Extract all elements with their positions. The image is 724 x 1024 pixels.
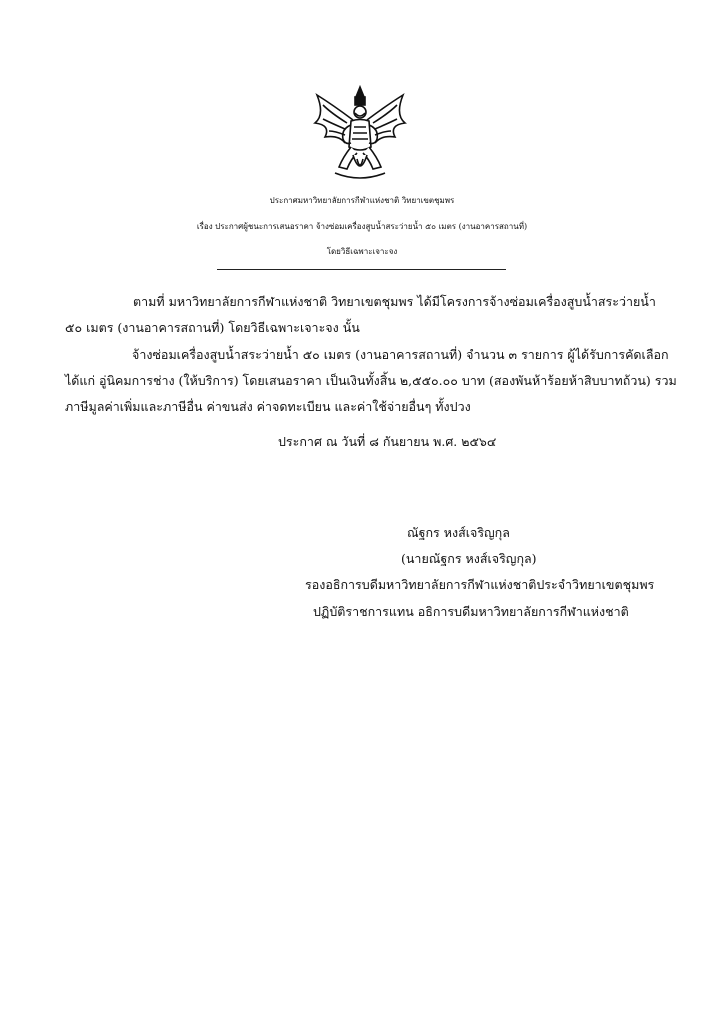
paragraph-1-line-1: ตามที่ มหาวิทยาลัยการกีฬาแห่งชาติ วิทยาเขตชุมพร ได้มีโครงการจ้างซ่อมเครื่องสูบน้ำสระว่ายน้ำ	[133, 294, 656, 309]
subject-line: เรื่อง ประกาศผู้ชนะการเสนอราคา จ้างซ่อมเครื่องสูบน้ำสระว่ายน้ำ ๕๐ เมตร (งานอาคารสถานที่)	[196, 222, 528, 231]
signatory-full-name: (นายณัฐกร หงส์เจริญกุล)	[401, 551, 537, 566]
paragraph-1-line-2: ๕๐ เมตร (งานอาคารสถานที่) โดยวิธีเฉพาะเจาะจง นั้น	[65, 320, 360, 335]
separator-line	[217, 269, 506, 270]
paragraph-2-line-3: ภาษีมูลค่าเพิ่มและภาษีอื่น ค่าขนส่ง ค่าจดทะเบียน และค่าใช้จ่ายอื่นๆ ทั้งปวง	[65, 399, 471, 414]
signature-name: ณัฐกร หงส์เจริญกุล	[407, 525, 510, 540]
announcement-date: ประกาศ ณ วันที่ ๘ กันยายน พ.ศ. ๒๕๖๔	[278, 434, 497, 449]
paragraph-2-line-2: ได้แก่ อู่นิคมการช่าง (ให้บริการ) โดยเสนอราคา เป็นเงินทั้งสิ้น ๒,๕๕๐.๐๐ บาท (สองพันห้าร้อยห้าสิบบาทถ้วน) รวม	[65, 373, 677, 388]
signatory-acting-position: ปฏิบัติราชการแทน อธิการบดีมหาวิทยาลัยการกีฬาแห่งชาติ	[313, 604, 629, 619]
garuda-emblem-icon	[305, 85, 415, 185]
signatory-position: รองอธิการบดีมหาวิทยาลัยการกีฬาแห่งชาติประจำวิทยาเขตชุมพร	[305, 577, 655, 592]
method-line: โดยวิธีเฉพาะเจาะจง	[326, 247, 398, 256]
paragraph-2-line-1: จ้างซ่อมเครื่องสูบน้ำสระว่ายน้ำ ๕๐ เมตร (งานอาคารสถานที่) จำนวน ๓ รายการ ผู้ได้รับการคัดเลือก	[132, 347, 669, 362]
issuer-title: ประกาศมหาวิทยาลัยการกีฬาแห่งชาติ วิทยาเขตชุมพร	[269, 196, 455, 205]
